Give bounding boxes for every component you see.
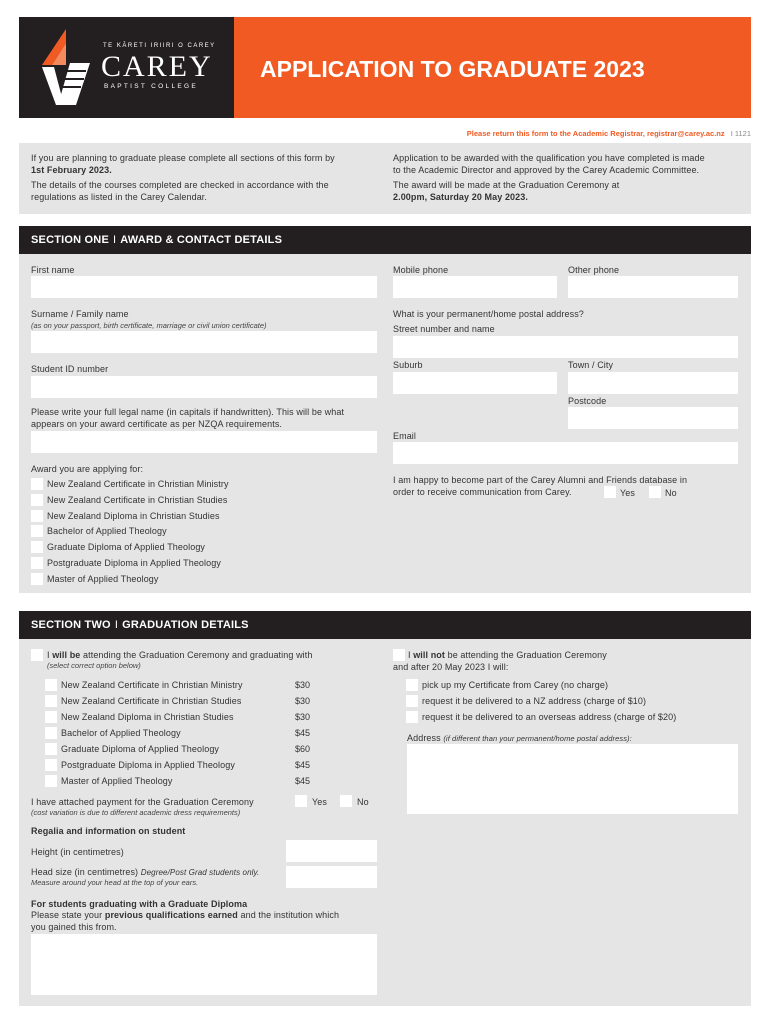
first-name-label: First name [31, 265, 75, 275]
page-title: APPLICATION TO GRADUATE 2023 [260, 56, 645, 82]
section-two-separator: I [114, 619, 119, 631]
grad-award-option: New Zealand Diploma in Christian Studies [61, 712, 234, 722]
suburb-label: Suburb [393, 360, 423, 370]
payment-yes-label: Yes [312, 797, 327, 807]
delivery-option-checkbox[interactable] [406, 695, 418, 707]
grad-diploma-line2: you gained this from. [31, 922, 117, 932]
intro-left-line3: The details of the courses completed are checked in accordance with the [31, 180, 329, 190]
intro-left-line4: regulations as listed in the Carey Calendar. [31, 192, 207, 202]
postcode-label: Postcode [568, 396, 607, 406]
legal-name-label-1: Please write your full legal name (in capitals if handwritten). This will be what [31, 407, 345, 417]
postcode-field[interactable] [568, 407, 738, 429]
payment-no-label: No [357, 797, 369, 807]
not-attending-checkbox[interactable] [393, 649, 405, 661]
logo-tagline: TE KĀRETI IRIIRI O CAREY [103, 43, 216, 49]
town-label: Town / City [568, 360, 614, 370]
alumni-no-checkbox[interactable] [649, 486, 661, 498]
award-checkbox[interactable] [31, 541, 43, 553]
alumni-yes-checkbox[interactable] [604, 486, 616, 498]
award-option: Graduate Diploma of Applied Theology [47, 542, 206, 552]
logo-block [19, 17, 234, 118]
not-attending-label-2: and after 20 May 2023 I will: [393, 662, 509, 672]
section-one-separator: I [113, 234, 117, 246]
grad-diploma-title: For students graduating with a Graduate Diploma [31, 899, 248, 909]
section-two-header [19, 611, 751, 639]
intro-deadline: 1st February 2023. [31, 165, 112, 175]
other-phone-label: Other phone [568, 265, 620, 275]
award-option: Postgraduate Diploma in Applied Theology [47, 558, 221, 568]
attending-note: (select correct option below) [47, 661, 141, 670]
grad-award-option: New Zealand Certificate in Christian Studies [61, 696, 242, 706]
suburb-field[interactable] [393, 372, 557, 394]
award-option: New Zealand Certificate in Christian Studies [47, 495, 228, 505]
grad-award-price: $60 [295, 744, 311, 754]
section-one-header [19, 226, 751, 254]
legal-name-field[interactable] [31, 431, 377, 453]
mobile-label: Mobile phone [393, 265, 449, 275]
town-field[interactable] [568, 372, 738, 394]
grad-award-checkbox[interactable] [45, 775, 57, 787]
award-option: New Zealand Certificate in Christian Ministry [47, 479, 229, 489]
height-label: Height (in centimetres) [31, 847, 124, 857]
attending-label: I will be attending the Graduation Ceremony and graduating with [47, 650, 313, 660]
grad-award-option: Master of Applied Theology [61, 776, 173, 786]
grad-award-price: $45 [295, 776, 311, 786]
award-label: Award you are applying for: [31, 464, 144, 474]
address-question: What is your permanent/home postal address? [393, 309, 584, 319]
grad-award-price: $30 [295, 696, 311, 706]
award-checkbox[interactable] [31, 494, 43, 506]
carey-logo-icon [42, 29, 90, 105]
grad-award-checkbox[interactable] [45, 711, 57, 723]
section-two-subtitle: GRADUATION DETAILS [122, 619, 249, 631]
grad-award-checkbox[interactable] [45, 695, 57, 707]
grad-award-checkbox[interactable] [45, 743, 57, 755]
delivery-option: pick up my Certificate from Carey (no charge) [422, 680, 609, 690]
head-size-field[interactable] [286, 866, 377, 888]
legal-name-label-2: appears on your award certificate as per NZQA requirements. [31, 419, 283, 429]
delivery-option: request it be delivered to an overseas address (charge of $20) [422, 712, 677, 722]
regalia-title: Regalia and information on student [31, 826, 186, 836]
grad-award-checkbox[interactable] [45, 679, 57, 691]
section-one-title: SECTION ONE [31, 234, 109, 246]
section-one-subtitle: AWARD & CONTACT DETAILS [120, 234, 283, 246]
delivery-option-checkbox[interactable] [406, 679, 418, 691]
street-label: Street number and name [393, 324, 495, 334]
grad-award-price: $30 [295, 712, 311, 722]
previous-qualifications-field[interactable] [31, 934, 377, 995]
logo-subtitle: BAPTIST COLLEGE [104, 83, 198, 90]
other-phone-field[interactable] [568, 276, 738, 298]
award-option: New Zealand Diploma in Christian Studies [47, 511, 220, 521]
delivery-option: request it be delivered to a NZ address (charge of $10) [422, 696, 647, 706]
head-size-note: Measure around your head at the top of your ears. [31, 878, 199, 887]
intro-right-line1: Application to be awarded with the qualification you have completed is made [393, 153, 705, 163]
surname-field[interactable] [31, 331, 377, 353]
section-two-title: SECTION TWO [31, 619, 111, 631]
surname-label: Surname / Family name [31, 309, 129, 319]
grad-award-option: Graduate Diploma of Applied Theology [61, 744, 220, 754]
grad-award-price: $45 [295, 760, 311, 770]
award-checkbox[interactable] [31, 478, 43, 490]
grad-award-option: Postgraduate Diploma in Applied Theology [61, 760, 235, 770]
alumni-no-label: No [665, 488, 677, 498]
payment-label: I have attached payment for the Graduation Ceremony [31, 797, 254, 807]
attending-checkbox[interactable] [31, 649, 43, 661]
payment-note: (cost variation is due to different academic dress requirements) [31, 808, 241, 817]
return-instruction: Please return this form to the Academic Registrar, registrar@carey.ac.nz [466, 129, 725, 138]
form-code: I 1121 [730, 129, 751, 138]
award-checkbox[interactable] [31, 525, 43, 537]
award-checkbox[interactable] [31, 557, 43, 569]
delivery-option-checkbox[interactable] [406, 711, 418, 723]
award-option: Master of Applied Theology [47, 574, 159, 584]
grad-award-option: New Zealand Certificate in Christian Ministry [61, 680, 243, 690]
email-label: Email [393, 431, 417, 441]
award-option: Bachelor of Applied Theology [47, 526, 167, 536]
surname-note: (as on your passport, birth certificate, marriage or civil union certificate) [31, 321, 267, 330]
not-attending-label: I will not be attending the Graduation Ceremony [408, 650, 607, 660]
alumni-label-2: order to receive communication from Carey. [393, 487, 572, 497]
delivery-address-field[interactable] [407, 744, 738, 814]
return-note [467, 129, 751, 138]
student-id-field[interactable] [31, 376, 377, 398]
section-two-panel [19, 639, 751, 1006]
intro-left-line1: If you are planning to graduate please complete all sections of this form by [31, 153, 335, 163]
grad-award-checkbox[interactable] [45, 759, 57, 771]
logo-name: CAREY [101, 50, 213, 83]
payment-yes-checkbox[interactable] [295, 795, 307, 807]
grad-award-price: $45 [295, 728, 311, 738]
grad-award-checkbox[interactable] [45, 727, 57, 739]
grad-award-price: $30 [295, 680, 311, 690]
street-field[interactable] [393, 336, 738, 358]
student-id-label: Student ID number [31, 364, 109, 374]
delivery-address-label: Address (if different than your permanent/home postal address): [407, 733, 632, 743]
alumni-label-1: I am happy to become part of the Carey Alumni and Friends database in [393, 475, 688, 485]
height-field[interactable] [286, 840, 377, 862]
intro-right-line3: The award will be made at the Graduation Ceremony at [393, 180, 620, 190]
head-size-label: Head size (in centimetres) Degree/Post Grad students only. [31, 867, 260, 877]
award-checkbox[interactable] [31, 510, 43, 522]
payment-no-checkbox[interactable] [340, 795, 352, 807]
alumni-yes-label: Yes [620, 488, 635, 498]
intro-right-line2: to the Academic Director and approved by the Carey Academic Committee. [393, 165, 700, 175]
section-one-panel [19, 254, 751, 593]
grad-diploma-line1: Please state your previous qualifications earned and the institution which [31, 910, 340, 920]
intro-ceremony-date: 2.00pm, Saturday 20 May 2023. [393, 192, 528, 202]
award-checkbox[interactable] [31, 573, 43, 585]
email-field[interactable] [393, 442, 738, 464]
title-banner [234, 17, 751, 118]
mobile-field[interactable] [393, 276, 557, 298]
intro-panel [19, 143, 751, 214]
first-name-field[interactable] [31, 276, 377, 298]
grad-award-option: Bachelor of Applied Theology [61, 728, 181, 738]
